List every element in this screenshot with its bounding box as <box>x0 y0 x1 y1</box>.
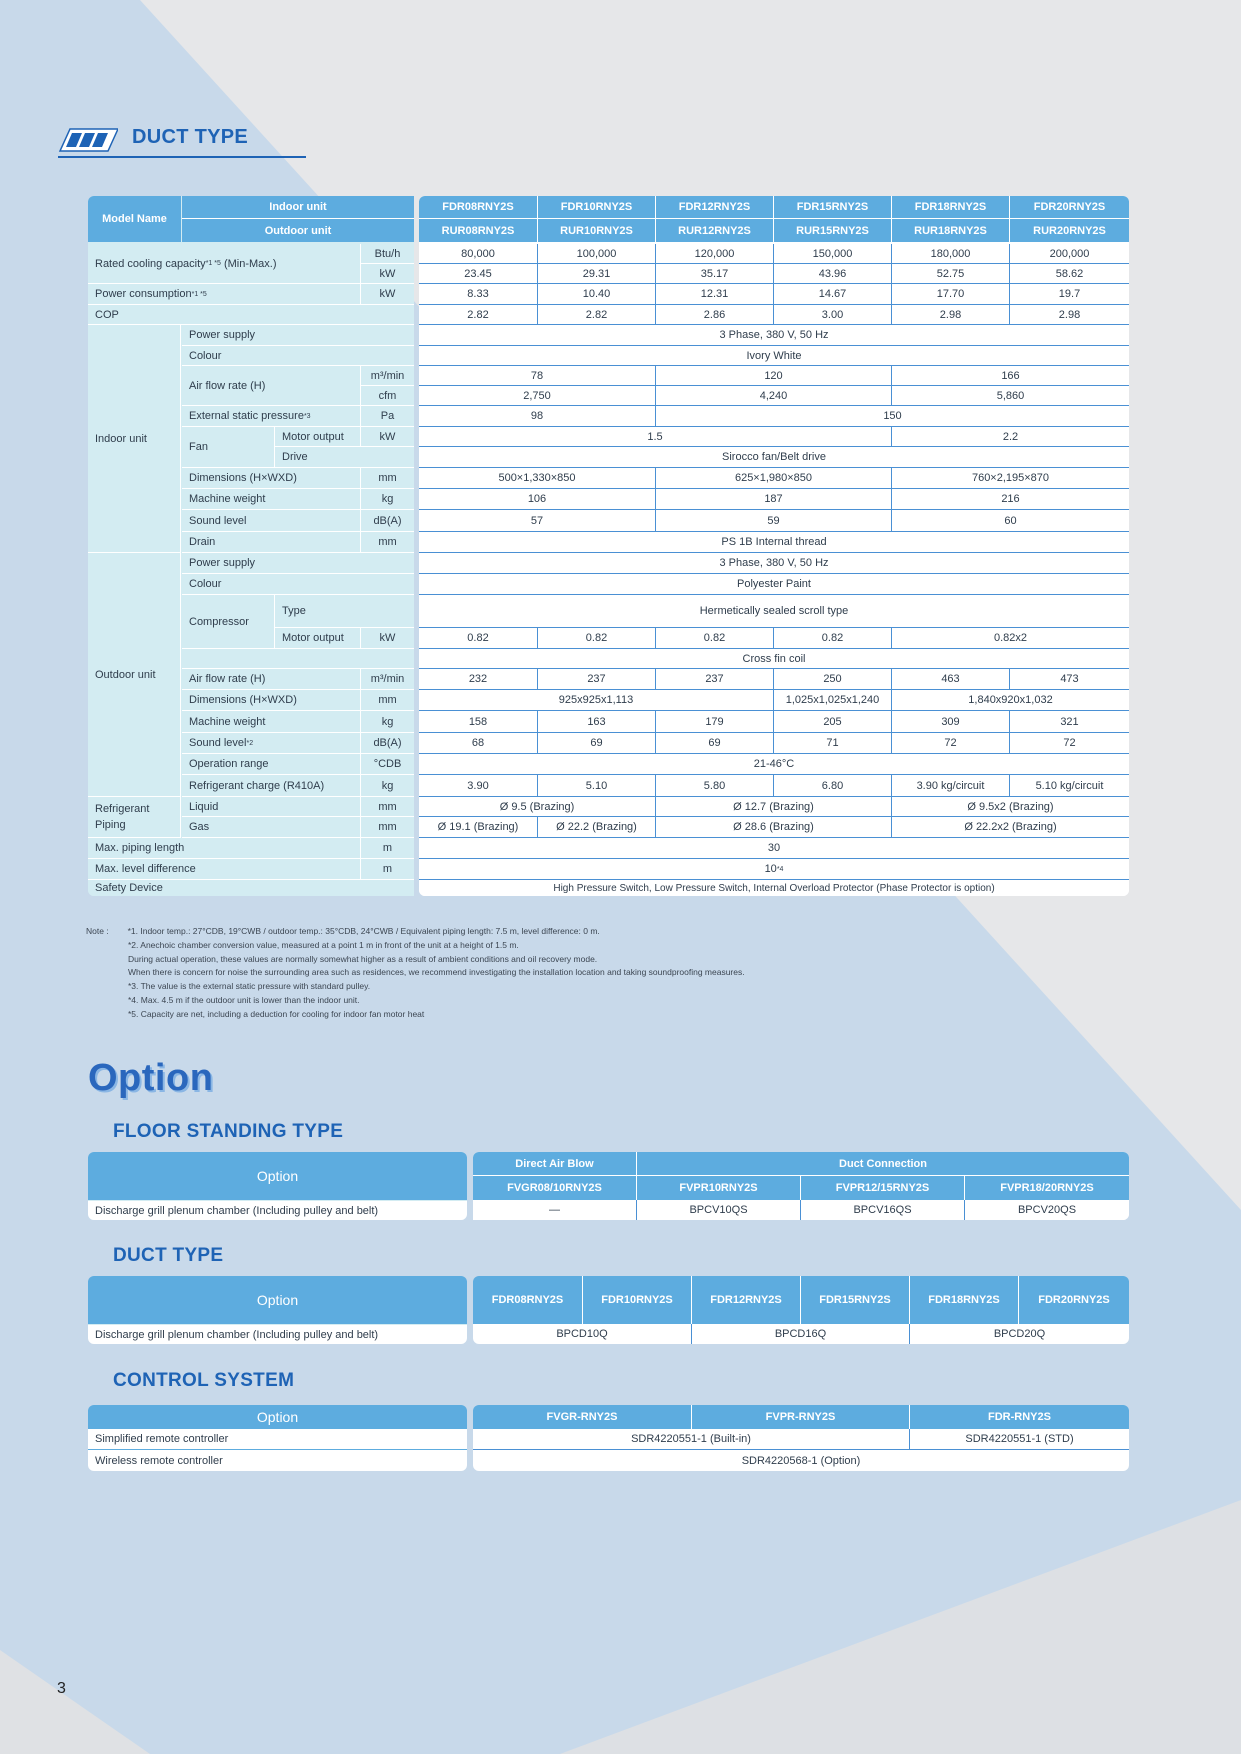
indoor-dimensions-value: 500×1,330×850 <box>419 468 655 489</box>
unit-m: m <box>360 838 414 859</box>
liquid-label: Liquid <box>182 797 360 817</box>
unit-mm: mm <box>360 532 414 553</box>
compressor-motor-value: 0.82 <box>655 628 773 649</box>
note-2: *2. Anechoic chamber conversion value, measured at a point 1 m in front of the unit at a height of 1.5 m. <box>128 939 519 950</box>
unit-dba: dB(A) <box>360 510 414 532</box>
power-kw-value: 12.31 <box>655 284 773 305</box>
outdoor-model-col: RUR20RNY2S <box>1009 219 1129 242</box>
indoor-dimensions-label: Dimensions (H×WXD) <box>182 468 360 489</box>
outdoor-airflow-value: 473 <box>1009 669 1129 690</box>
unit-kw: kW <box>360 284 414 305</box>
cop-value: 2.98 <box>891 305 1009 325</box>
cooling-btuh-value: 80,000 <box>419 244 537 264</box>
option-title: Option <box>88 1057 214 1099</box>
unit-cdb: °CDB <box>360 754 414 775</box>
outdoor-dimensions-value: 925x925x1,113 <box>419 690 773 711</box>
outdoor-unit-group-label: Outdoor unit <box>88 553 181 797</box>
liquid-value: Ø 12.7 (Brazing) <box>655 797 891 817</box>
floor-row-value: BPCV16QS <box>800 1200 964 1220</box>
cooling-btuh-value: 100,000 <box>537 244 655 264</box>
compressor-motor-value: 0.82 <box>537 628 655 649</box>
unit-dba: dB(A) <box>360 733 414 754</box>
stripes-logo-icon <box>58 127 118 153</box>
refrigerant-charge-value: 6.80 <box>773 775 891 797</box>
compressor-type-label: Type <box>274 595 414 628</box>
wireless-label: Wireless remote controller <box>88 1450 467 1471</box>
control-col: FDR-RNY2S <box>909 1405 1129 1429</box>
gas-value: Ø 28.6 (Brazing) <box>655 817 891 838</box>
indoor-sound-value: 57 <box>419 510 655 532</box>
duct-type-option-title: DUCT TYPE <box>113 1245 224 1266</box>
indoor-colour-value: Ivory White <box>419 346 1129 366</box>
indoor-sound-value: 59 <box>655 510 891 532</box>
coil-value: Cross fin coil <box>419 649 1129 669</box>
operation-range-label: Operation range <box>182 754 360 775</box>
unit-m: m <box>360 859 414 880</box>
duct-row-value: BPCD16Q <box>691 1324 909 1344</box>
indoor-weight-value: 216 <box>891 489 1129 510</box>
unit-btuh: Btu/h <box>360 244 414 264</box>
unit-pa: Pa <box>360 406 414 427</box>
outdoor-airflow-label: Air flow rate (H) <box>182 669 360 690</box>
floor-row-label: Discharge grill plenum chamber (Including pulley and belt) <box>88 1200 467 1220</box>
unit-m3min: m³/min <box>360 669 414 690</box>
cooling-kw-value: 52.75 <box>891 264 1009 284</box>
operation-range-value: 21-46°C <box>419 754 1129 775</box>
unit-m3min: m³/min <box>360 366 414 386</box>
outdoor-weight-value: 205 <box>773 711 891 733</box>
outdoor-model-col: RUR10RNY2S <box>537 219 655 242</box>
compressor-motor-value: 0.82x2 <box>891 628 1129 649</box>
indoor-model-col: FDR10RNY2S <box>537 196 655 219</box>
max-piping-label: Max. piping length <box>88 838 360 859</box>
indoor-model-col: FDR20RNY2S <box>1009 196 1129 219</box>
cooling-kw-value: 35.17 <box>655 264 773 284</box>
outdoor-unit-header: Outdoor unit <box>182 219 414 242</box>
unit-mm: mm <box>360 468 414 489</box>
esp-label: External static pressure *3 <box>182 406 360 427</box>
indoor-airflow-cfm: 4,240 <box>655 386 891 406</box>
cop-value: 3.00 <box>773 305 891 325</box>
indoor-power-supply-value: 3 Phase, 380 V, 50 Hz <box>419 325 1129 346</box>
compressor-label: Compressor <box>182 595 274 649</box>
esp-value: 150 <box>655 406 1129 427</box>
floor-standing-title: FLOOR STANDING TYPE <box>113 1121 344 1142</box>
outdoor-model-col: RUR12RNY2S <box>655 219 773 242</box>
indoor-airflow-label: Air flow rate (H) <box>182 366 360 406</box>
indoor-sound-label: Sound level <box>182 510 360 532</box>
unit-mm: mm <box>360 690 414 711</box>
note-5: *5. Capacity are net, including a deduction for cooling for indoor fan motor heat <box>128 1008 425 1019</box>
refrigerant-piping-label: Refrigerant Piping <box>88 797 181 838</box>
duct-row-value: BPCD20Q <box>909 1324 1129 1344</box>
simplified-value: SDR4220551-1 (Built-in) <box>473 1429 909 1450</box>
power-consumption-label: Power consumption *1 *5 <box>88 284 360 305</box>
outdoor-weight-value: 309 <box>891 711 1009 733</box>
refrigerant-charge-value: 3.90 kg/circuit <box>891 775 1009 797</box>
note-3: *3. The value is the external static pressure with standard pulley. <box>128 981 371 992</box>
duct-connection-header: Duct Connection <box>636 1152 1129 1176</box>
unit-kw: kW <box>360 628 414 649</box>
outdoor-sound-value: 72 <box>1009 733 1129 754</box>
gas-value: Ø 19.1 (Brazing) <box>419 817 537 838</box>
compressor-motor-output-label: Motor output <box>274 628 360 649</box>
indoor-weight-label: Machine weight <box>182 489 360 510</box>
gas-label: Gas <box>182 817 360 838</box>
indoor-weight-value: 106 <box>419 489 655 510</box>
outdoor-weight-value: 179 <box>655 711 773 733</box>
model-name-header: Model Name <box>88 196 181 242</box>
outdoor-dimensions-value: 1,840x920x1,032 <box>891 690 1129 711</box>
indoor-model-col: FDR15RNY2S <box>773 196 891 219</box>
outdoor-weight-label: Machine weight <box>182 711 360 733</box>
power-kw-value: 8.33 <box>419 284 537 305</box>
unit-cfm: cfm <box>360 386 414 406</box>
drain-value: PS 1B Internal thread <box>419 532 1129 553</box>
outdoor-colour-value: Polyester Paint <box>419 574 1129 595</box>
fan-drive-value: Sirocco fan/Belt drive <box>419 447 1129 468</box>
indoor-airflow-m3: 78 <box>419 366 655 386</box>
outdoor-sound-value: 69 <box>655 733 773 754</box>
fan-motor-value: 2.2 <box>891 427 1129 447</box>
refrigerant-charge-value: 5.10 kg/circuit <box>1009 775 1129 797</box>
outdoor-colour-label: Colour <box>182 574 414 595</box>
duct-model-col: FDR15RNY2S <box>800 1276 909 1324</box>
duct-model-col: FDR08RNY2S <box>473 1276 582 1324</box>
control-col: FVGR-RNY2S <box>473 1405 691 1429</box>
floor-row-value: BPCV10QS <box>636 1200 800 1220</box>
cooling-btuh-value: 180,000 <box>891 244 1009 264</box>
liquid-value: Ø 9.5 (Brazing) <box>419 797 655 817</box>
section-title: DUCT TYPE <box>132 126 249 148</box>
floor-model-col: FVGR08/10RNY2S <box>473 1176 636 1200</box>
note-4: *4. Max. 4.5 m if the outdoor unit is lower than the indoor unit. <box>128 994 360 1005</box>
cop-value: 2.98 <box>1009 305 1129 325</box>
fan-motor-value: 1.5 <box>419 427 891 447</box>
compressor-type-value: Hermetically sealed scroll type <box>419 595 1129 628</box>
unit-kg: kg <box>360 711 414 733</box>
outdoor-sound-label: Sound level *2 <box>182 733 360 754</box>
gas-value: Ø 22.2 (Brazing) <box>537 817 655 838</box>
power-kw-value: 17.70 <box>891 284 1009 305</box>
power-kw-value: 14.67 <box>773 284 891 305</box>
cooling-kw-value: 23.45 <box>419 264 537 284</box>
outdoor-airflow-value: 250 <box>773 669 891 690</box>
indoor-airflow-cfm: 5,860 <box>891 386 1129 406</box>
refrigerant-charge-value: 3.90 <box>419 775 537 797</box>
simplified-label: Simplified remote controller <box>88 1429 467 1450</box>
duct-model-col: FDR10RNY2S <box>582 1276 691 1324</box>
coil-label-cell <box>182 649 414 669</box>
esp-value: 98 <box>419 406 655 427</box>
control-col: FVPR-RNY2S <box>691 1405 909 1429</box>
outdoor-sound-value: 69 <box>537 733 655 754</box>
rated-cooling-label: Rated cooling capacity *1 *5 (Min-Max.) <box>88 244 360 284</box>
duct-model-col: FDR20RNY2S <box>1018 1276 1129 1324</box>
indoor-unit-header: Indoor unit <box>182 196 414 219</box>
indoor-model-col: FDR18RNY2S <box>891 196 1009 219</box>
unit-kg: kg <box>360 775 414 797</box>
max-piping-value: 30 <box>419 838 1129 859</box>
duct-option-header: Option <box>88 1276 467 1324</box>
duct-row-value: BPCD10Q <box>473 1324 691 1344</box>
cooling-btuh-value: 200,000 <box>1009 244 1129 264</box>
simplified-value: SDR4220551-1 (STD) <box>909 1429 1129 1450</box>
refrigerant-charge-value: 5.10 <box>537 775 655 797</box>
indoor-unit-group-label: Indoor unit <box>88 325 181 553</box>
indoor-airflow-cfm: 2,750 <box>419 386 655 406</box>
unit-kw: kW <box>360 427 414 447</box>
safety-label: Safety Device <box>88 880 414 896</box>
outdoor-airflow-value: 232 <box>419 669 537 690</box>
outdoor-sound-value: 71 <box>773 733 891 754</box>
floor-option-header: Option <box>88 1152 467 1200</box>
fan-drive-label: Drive <box>274 447 414 468</box>
unit-kg: kg <box>360 489 414 510</box>
section-header <box>58 124 308 158</box>
indoor-colour-label: Colour <box>182 346 414 366</box>
outdoor-model-col: RUR18RNY2S <box>891 219 1009 242</box>
cop-value: 2.86 <box>655 305 773 325</box>
outdoor-airflow-value: 463 <box>891 669 1009 690</box>
refrigerant-charge-label: Refrigerant charge (R410A) <box>182 775 360 797</box>
floor-row-value: — <box>473 1200 636 1220</box>
duct-row-label: Discharge grill plenum chamber (Including pulley and belt) <box>88 1324 467 1344</box>
unit-kw: kW <box>360 264 414 284</box>
outdoor-sound-value: 68 <box>419 733 537 754</box>
liquid-value: Ø 9.5x2 (Brazing) <box>891 797 1129 817</box>
power-kw-value: 19.7 <box>1009 284 1129 305</box>
cooling-btuh-value: 120,000 <box>655 244 773 264</box>
max-level-label: Max. level difference <box>88 859 360 880</box>
indoor-airflow-m3: 166 <box>891 366 1129 386</box>
cooling-kw-value: 58.62 <box>1009 264 1129 284</box>
refrigerant-charge-value: 5.80 <box>655 775 773 797</box>
safety-value: High Pressure Switch, Low Pressure Switch, Internal Overload Protector (Phase Protector is option) <box>419 880 1129 896</box>
power-kw-value: 10.40 <box>537 284 655 305</box>
cop-value: 2.82 <box>537 305 655 325</box>
gas-value: Ø 22.2x2 (Brazing) <box>891 817 1129 838</box>
direct-air-blow-header: Direct Air Blow <box>473 1152 636 1176</box>
outdoor-model-col: RUR08RNY2S <box>419 219 537 242</box>
outdoor-weight-value: 158 <box>419 711 537 733</box>
notes <box>86 925 745 1022</box>
floor-row-value: BPCV20QS <box>964 1200 1129 1220</box>
fan-label: Fan <box>182 427 274 468</box>
duct-model-col: FDR12RNY2S <box>691 1276 800 1324</box>
compressor-motor-value: 0.82 <box>773 628 891 649</box>
unit-mm: mm <box>360 797 414 817</box>
max-level-value: 10 *4 <box>419 859 1129 880</box>
outdoor-power-supply-label: Power supply <box>182 553 414 574</box>
outdoor-airflow-value: 237 <box>655 669 773 690</box>
indoor-model-col: FDR08RNY2S <box>419 196 537 219</box>
note-1: Note : *1. Indoor temp.: 27°CDB, 19°CWB / outdoor temp.: 35°CDB, 24°CWB / Equivalent piping length: 7.5 m, level difference: 0 m. <box>86 926 600 936</box>
floor-model-col: FVPR18/20RNY2S <box>964 1176 1129 1200</box>
wireless-value: SDR4220568-1 (Option) <box>473 1450 1129 1471</box>
cop-value: 2.82 <box>419 305 537 325</box>
indoor-weight-value: 187 <box>655 489 891 510</box>
unit-mm: mm <box>360 817 414 838</box>
floor-model-col: FVPR12/15RNY2S <box>800 1176 964 1200</box>
cooling-kw-value: 29.31 <box>537 264 655 284</box>
page-number: 3 <box>57 1680 66 1697</box>
indoor-dimensions-value: 760×2,195×870 <box>891 468 1129 489</box>
cooling-btuh-value: 150,000 <box>773 244 891 264</box>
compressor-motor-value: 0.82 <box>419 628 537 649</box>
cooling-kw-value: 43.96 <box>773 264 891 284</box>
control-option-header: Option <box>88 1405 467 1429</box>
indoor-model-col: FDR12RNY2S <box>655 196 773 219</box>
outdoor-model-col: RUR15RNY2S <box>773 219 891 242</box>
note-2c: When there is concern for noise the surrounding area such as residences, we recommend investigating the installation location and taking soundproofing measures. <box>128 967 745 978</box>
header-underline <box>58 156 306 158</box>
indoor-airflow-m3: 120 <box>655 366 891 386</box>
indoor-sound-value: 60 <box>891 510 1129 532</box>
control-system-title: CONTROL SYSTEM <box>113 1370 295 1391</box>
outdoor-weight-value: 321 <box>1009 711 1129 733</box>
outdoor-airflow-value: 237 <box>537 669 655 690</box>
indoor-power-supply-label: Power supply <box>182 325 414 346</box>
outdoor-dimensions-value: 1,025x1,025x1,240 <box>773 690 891 711</box>
duct-model-col: FDR18RNY2S <box>909 1276 1018 1324</box>
note-2b: During actual operation, these values are normally somewhat higher as a result of ambient conditions and oil recovery mode. <box>128 953 598 964</box>
outdoor-power-supply-value: 3 Phase, 380 V, 50 Hz <box>419 553 1129 574</box>
outdoor-weight-value: 163 <box>537 711 655 733</box>
floor-model-col: FVPR10RNY2S <box>636 1176 800 1200</box>
outdoor-sound-value: 72 <box>891 733 1009 754</box>
fan-motor-output-label: Motor output <box>274 427 360 447</box>
cop-label: COP <box>88 305 414 325</box>
indoor-dimensions-value: 625×1,980×850 <box>655 468 891 489</box>
drain-label: Drain <box>182 532 360 553</box>
outdoor-dimensions-label: Dimensions (H×WXD) <box>182 690 360 711</box>
